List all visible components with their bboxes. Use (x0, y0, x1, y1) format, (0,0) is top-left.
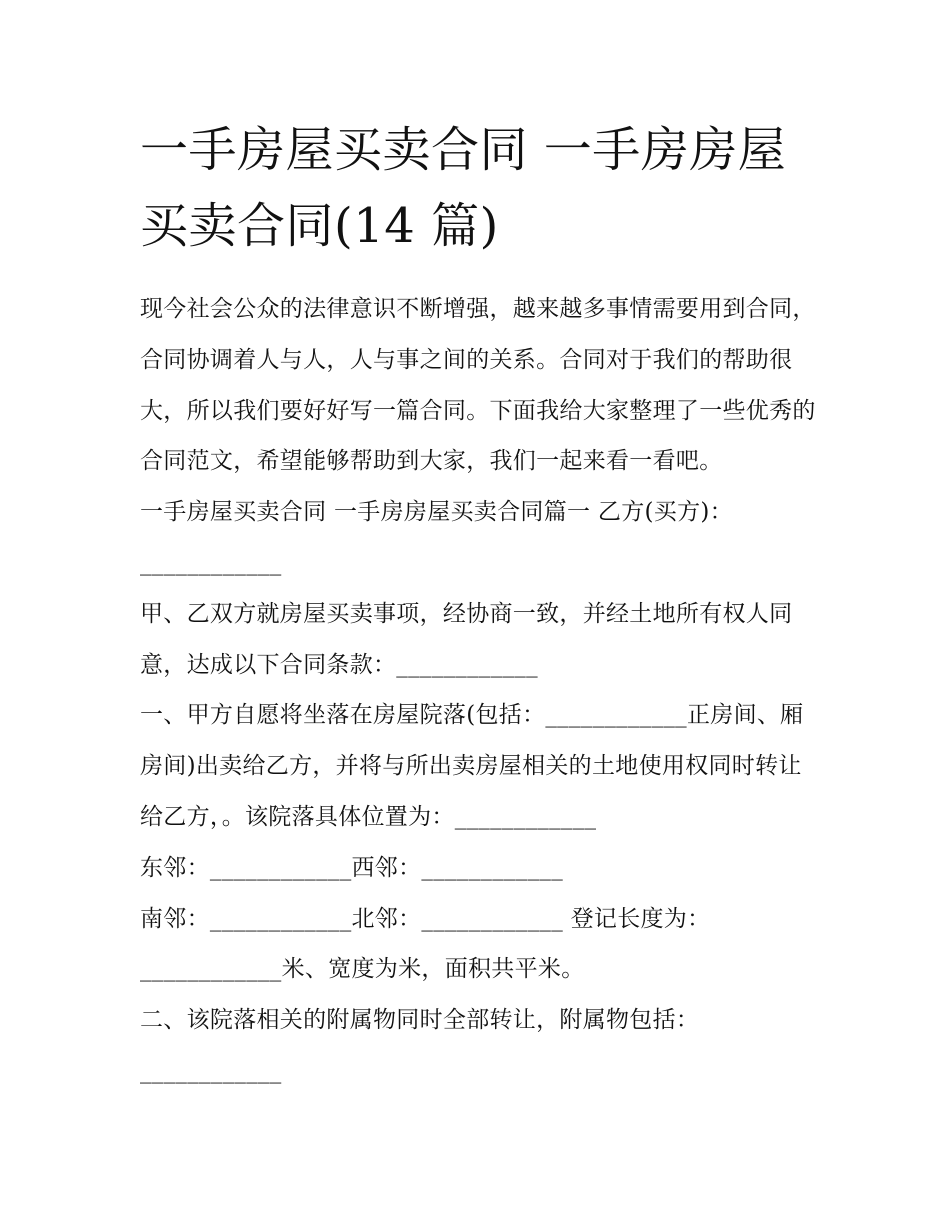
paragraph-east-west-neighbors: 东邻：____________西邻：____________ (140, 854, 563, 881)
paragraph-south-north-neighbors: 南邻：____________北邻：____________ 登记长度为：____________米、宽度为米，面积共平米。 (140, 905, 711, 983)
document-title: 一手房屋买卖合同 一手房房屋买卖合同(14 篇) (140, 122, 787, 254)
document-page (140, 112, 820, 1097)
paragraph-clause-1: 一、甲方自愿将坐落在房屋院落(包括：____________正房间、厢房间)出卖给乙方，并将与所出卖房屋相关的土地使用权同时转让给乙方，。该院落具体位置为：____________ (140, 702, 804, 830)
paragraph-agreement: 甲、乙双方就房屋买卖事项，经协商一致，并经土地所有权人同意，达成以下合同条款：____________ (140, 600, 793, 678)
paragraph-intro: 现今社会公众的法律意识不断增强，越来越多事情需要用到合同，合同协调着人与人，人与事之间的关系。合同对于我们的帮助很大，所以我们要好好写一篇合同。下面我给大家整理了一些优秀的合同范文，希望能够帮助到大家，我们一起来看一看吧。 (140, 296, 816, 475)
paragraph-contract-heading: 一手房屋买卖合同 一手房房屋买卖合同篇一 乙方(买方)：____________ (140, 499, 733, 576)
paragraph-clause-2: 二、该院落相关的附属物同时全部转让，附属物包括：____________ (140, 1007, 700, 1084)
